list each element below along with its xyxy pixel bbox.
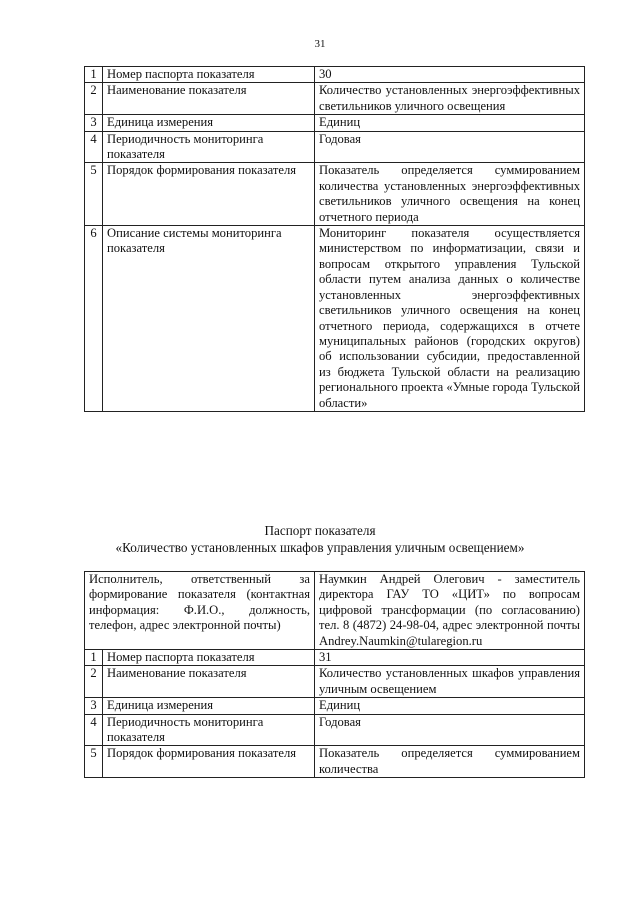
row-value: Годовая	[315, 131, 585, 163]
table-row	[85, 163, 585, 226]
table-row	[85, 115, 585, 131]
row-number: 5	[85, 163, 103, 226]
row-number: 3	[85, 698, 103, 714]
passport-subtitle: «Количество установленных шкафов управления уличным освещением»	[115, 540, 525, 555]
indicator-table-31	[84, 571, 585, 778]
row-number: 3	[85, 115, 103, 131]
table-row	[85, 714, 585, 746]
table-row	[85, 226, 585, 412]
row-number: 4	[85, 714, 103, 746]
row-label: Описание системы мониторинга показателя	[103, 226, 315, 412]
row-value: Показатель определяется суммированием количества установленных энергоэффективных светильников уличного освещения на конец отчетного периода	[315, 163, 585, 226]
table-row	[85, 698, 585, 714]
row-number: 2	[85, 666, 103, 698]
executor-label: Исполнитель, ответственный за формирование показателя (контактная информация: Ф.И.О., должность, телефон, адрес электронной почты)	[85, 572, 315, 650]
table-row	[85, 83, 585, 115]
row-value: Единиц	[315, 115, 585, 131]
executor-value: Наумкин Андрей Олегович - заместитель директора ГАУ ТО «ЦИТ» по вопросам цифровой трансформации (по согласованию) тел. 8 (4872) 24-98-04, адрес электронной почты Andrey.Naumkin@tularegion.ru	[315, 572, 585, 650]
row-number: 1	[85, 650, 103, 666]
row-label: Номер паспорта показателя	[103, 650, 315, 666]
row-label: Наименование показателя	[103, 83, 315, 115]
row-label: Наименование показателя	[103, 666, 315, 698]
row-value: Показатель определяется суммированием количества	[315, 746, 585, 778]
indicator-table-30	[84, 66, 585, 412]
row-value: Количество установленных энергоэффективных светильников уличного освещения	[315, 83, 585, 115]
table-row	[85, 131, 585, 163]
executor-row	[85, 572, 585, 650]
row-label: Единица измерения	[103, 698, 315, 714]
row-label: Порядок формирования показателя	[103, 163, 315, 226]
table-row	[85, 666, 585, 698]
row-value: Годовая	[315, 714, 585, 746]
page-number: 31	[314, 38, 326, 50]
table-row	[85, 67, 585, 83]
table-row	[85, 650, 585, 666]
row-number: 6	[85, 226, 103, 412]
row-label: Номер паспорта показателя	[103, 67, 315, 83]
row-label: Единица измерения	[103, 115, 315, 131]
row-label: Периодичность мониторинга показателя	[103, 714, 315, 746]
row-label: Периодичность мониторинга показателя	[103, 131, 315, 163]
table-row	[85, 746, 585, 778]
row-number: 5	[85, 746, 103, 778]
row-label: Порядок формирования показателя	[103, 746, 315, 778]
row-number: 1	[85, 67, 103, 83]
row-number: 4	[85, 131, 103, 163]
row-value: 31	[315, 650, 585, 666]
row-value: 30	[315, 67, 585, 83]
row-value: Количество установленных шкафов управления уличным освещением	[315, 666, 585, 698]
row-value: Единиц	[315, 698, 585, 714]
row-value: Мониторинг показателя осуществляется министерством по информатизации, связи и вопросам открытого управления Тульской области путем анализа данных о количестве установленных энергоэффективных светильников уличного освещения на конец отчетного периода, содержащихся в отчете муниципальных районов (городских округов) об использовании субсидии, предоставленной из бюджета Тульской области на реализацию регионального проекта «Умные города Тульской области»	[315, 226, 585, 412]
row-number: 2	[85, 83, 103, 115]
passport-title: Паспорт показателя	[264, 523, 376, 538]
